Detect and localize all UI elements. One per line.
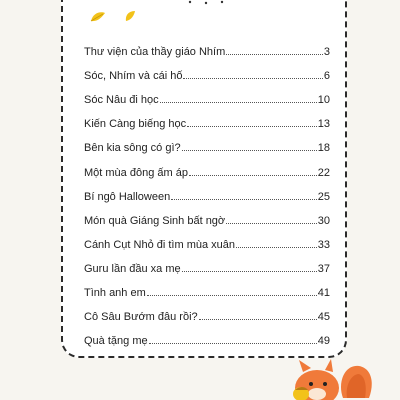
toc-entry-title: Bên kia sông có gì? xyxy=(84,142,181,155)
toc-entry-title: Món quà Giáng Sinh bất ngờ xyxy=(84,214,226,227)
toc-entry-page: 30 xyxy=(317,214,330,227)
toc-leader-dots xyxy=(189,175,317,176)
toc-entry-page: 49 xyxy=(317,335,330,348)
squirrel-illustration-icon xyxy=(285,354,375,400)
toc-leader-dots xyxy=(147,295,317,296)
toc-leader-dots xyxy=(199,319,317,320)
toc-entry-page: 13 xyxy=(317,118,330,131)
toc-entry-title: Guru lần đầu xa mẹ xyxy=(84,262,181,275)
toc-entry-page: 41 xyxy=(317,287,330,300)
toc-entry xyxy=(84,203,330,227)
leaf-icon xyxy=(90,11,106,23)
toc-entry xyxy=(84,227,330,251)
toc-leader-dots xyxy=(149,343,317,344)
toc-list xyxy=(84,34,330,347)
toc-entry-title: Sóc, Nhím và cái hố xyxy=(84,70,183,83)
toc-leader-dots xyxy=(236,247,317,248)
toc-entry-title: Một mùa đông ấm áp xyxy=(84,166,188,179)
toc-leader-dots xyxy=(160,102,317,103)
toc-entry-title: Sóc Nâu đi học xyxy=(84,94,159,107)
toc-entry-page: 22 xyxy=(317,166,330,179)
toc-entry-title: Kiến Càng biếng học xyxy=(84,118,187,131)
toc-entry-page: 6 xyxy=(323,70,330,83)
toc-entry xyxy=(84,58,330,82)
toc-entry-page: 45 xyxy=(317,311,330,324)
toc-entry-page: 37 xyxy=(317,262,330,275)
toc-entry-page: 25 xyxy=(317,190,330,203)
toc-leader-dots xyxy=(226,54,323,55)
toc-entry-title: Cô Sâu Bướm đâu rồi? xyxy=(84,311,198,324)
toc-entry-page: 18 xyxy=(317,142,330,155)
toc-entry xyxy=(84,275,330,299)
top-decoration-icon xyxy=(186,0,226,8)
toc-entry-title: Thư viện của thầy giáo Nhím xyxy=(84,46,226,59)
toc-entry-page: 3 xyxy=(323,46,330,59)
toc-entry-title: Bí ngô Halloween xyxy=(84,190,171,203)
leaf-icon xyxy=(124,10,136,22)
toc-leader-dots xyxy=(171,199,317,200)
toc-leader-dots xyxy=(182,150,317,151)
toc-entry xyxy=(84,179,330,203)
toc-entry xyxy=(84,251,330,275)
toc-leader-dots xyxy=(183,78,322,79)
toc-entry xyxy=(84,106,330,130)
toc-entry xyxy=(84,130,330,154)
toc-entry-title: Cánh Cụt Nhỏ đi tìm mùa xuân xyxy=(84,238,236,251)
toc-entry xyxy=(84,299,330,323)
toc-entry xyxy=(84,82,330,106)
toc-entry-page: 33 xyxy=(317,238,330,251)
toc-leader-dots xyxy=(226,223,317,224)
toc-entry xyxy=(84,34,330,58)
toc-entry xyxy=(84,323,330,347)
toc-entry xyxy=(84,154,330,178)
toc-entry-title: Tình anh em xyxy=(84,287,146,300)
toc-leader-dots xyxy=(182,271,317,272)
toc-entry-title: Quà tặng mẹ xyxy=(84,335,148,348)
toc-leader-dots xyxy=(187,126,317,127)
toc-entry-page: 10 xyxy=(317,94,330,107)
